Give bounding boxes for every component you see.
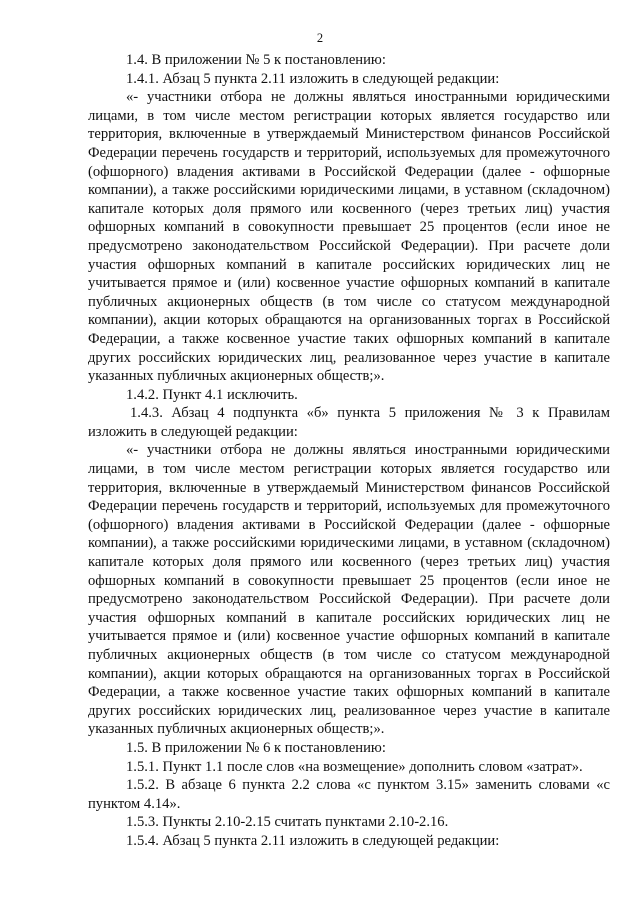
paragraph-1-4-2: 1.4.2. Пункт 4.1 исключить. bbox=[126, 386, 298, 403]
document-body bbox=[88, 51, 610, 851]
paragraph-1-5-3: 1.5.3. Пункты 2.10-2.15 считать пунктами 2.10-2.16. bbox=[126, 814, 449, 831]
paragraph-1-5-2: 1.5.2. В абзаце 6 пункта 2.2 слова «с пунктом 3.15» заменить словами «с пунктом 4.14». bbox=[88, 777, 610, 812]
page-number: 2 bbox=[316, 31, 324, 45]
paragraph-1-4-1-quote: «- участники отбора не должны являться иностранными юридическими лицами, в том числе местом регистрации которых является государство или территория, включенные в утверждаемый Министерством финансов Российской Федерации перечень государств и территорий, используемых для промежуточного (офшорного) владения активами в Российской Федерации (далее - офшорные компании), а также российскими юридическими лицами, в уставном (складочном) капитале которых доля прямого или косвенного (через третьих лиц) участия офшорных компаний в совокупности превышает 25 процентов (если иное не предусмотрено законодательством Российской Федерации). При расчете доли участия офшорных компаний в капитале российских юридических лиц не учитывается прямое и (или) косвенное участие офшорных компаний в капитале публичных акционерных обществ (в том числе со статусом международной компании), акции которых обращаются на организованных торгах в Российской Федерации, а также косвенное участие таких офшорных компаний в капитале других российских юридических лиц, реализованное через участие в капитале указанных публичных акционерных обществ;». bbox=[88, 89, 610, 385]
paragraph-1-4-3-quote: «- участники отбора не должны являться иностранными юридическими лицами, в том числе местом регистрации которых является государство или территория, включенные в утверждаемый Министерством финансов Российской Федерации перечень государств и территорий, используемых для промежуточного (офшорного) владения активами в Российской Федерации (далее - офшорные компании), а также российскими юридическими лицами, в уставном (складочном) капитале которых доля прямого или косвенного (через третьих лиц) участия офшорных компаний в совокупности превышает 25 процентов (если иное не предусмотрено законодательством Российской Федерации). При расчете доли участия офшорных компаний в капитале российских юридических лиц не учитывается прямое и (или) косвенное участие офшорных компаний в капитале публичных акционерных обществ (в том числе со статусом международной компании), акции которых обращаются на организованных торгах в Российской Федерации, а также косвенное участие таких офшорных компаний в капитале других российских юридических лиц, реализованное через участие в капитале указанных публичных акционерных обществ;». bbox=[88, 442, 610, 738]
paragraph-1-4-heading: 1.4. В приложении № 5 к постановлению: bbox=[126, 52, 386, 68]
paragraph-1-4-1: 1.4.1. Абзац 5 пункта 2.11 изложить в следующей редакции: bbox=[126, 70, 500, 87]
paragraph-1-5-heading: 1.5. В приложении № 6 к постановлению: bbox=[126, 739, 386, 756]
paragraph-1-5-4: 1.5.4. Абзац 5 пункта 2.11 изложить в следующей редакции: bbox=[126, 832, 500, 849]
paragraph-1-5-1: 1.5.1. Пункт 1.1 после слов «на возмещение» дополнить словом «затрат». bbox=[126, 758, 583, 775]
paragraph-1-4-3: 1.4.3. Абзац 4 подпункта «б» пункта 5 приложения № 3 к Правилам изложить в следующей редакции: bbox=[88, 405, 610, 440]
